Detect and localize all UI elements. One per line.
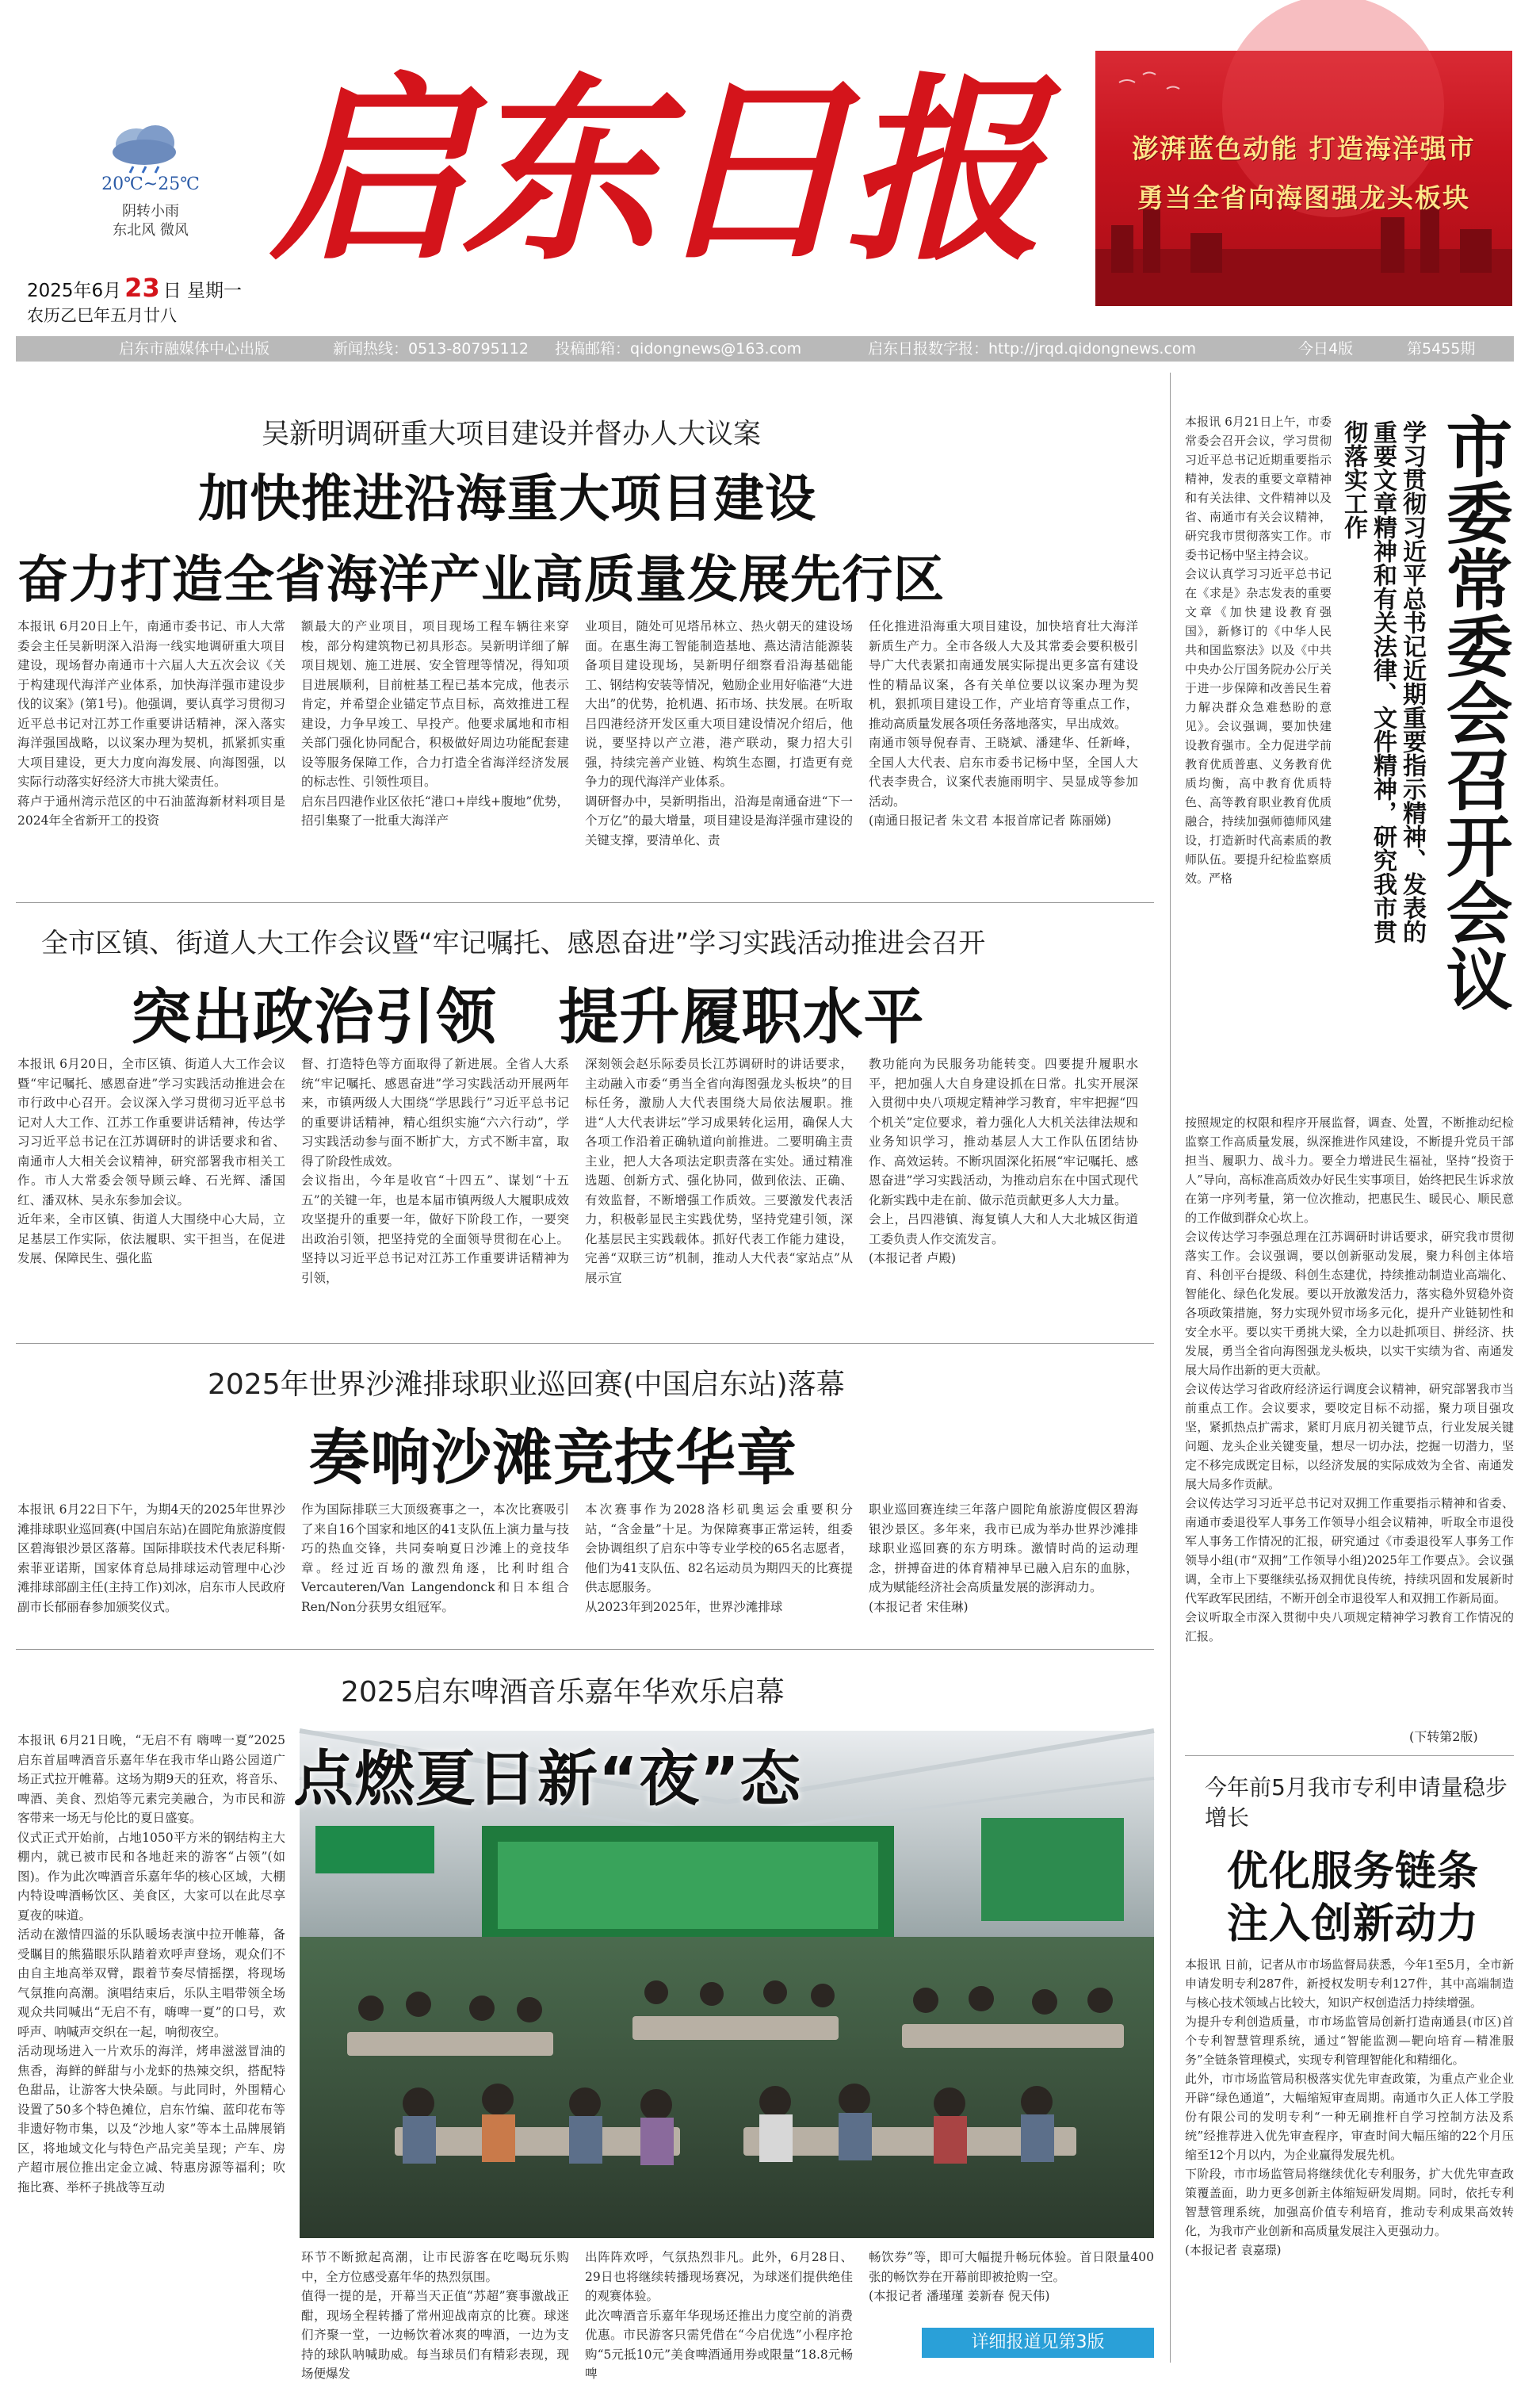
info-bar [16, 336, 1514, 362]
submission-email: 投稿邮箱：qidongnews@163.com [555, 340, 802, 358]
issue-number: 第5455期 [1407, 340, 1476, 358]
continued-note: (下转第2版) [1409, 1729, 1478, 1744]
article-3-col-3: 本次赛事作为2028洛杉矶奥运会重要积分站，“含金量”十足。为保障赛事正常运转，组委会协调组织了启东中等专业学校的65名志愿者，他们为41支队伍、82名运动员为期四天的比赛提供志愿服务。 从2023年到2025年，世界沙滩排球 [585, 1502, 853, 1614]
digital-edition-link[interactable]: 启东日报数字报：http://jrqd.qidongnews.com [868, 340, 1197, 358]
article-3-headline: 奏响沙滩竞技华章 [309, 1422, 797, 1493]
article-4-kicker: 2025启东啤酒音乐嘉年华欢乐启幕 [341, 1676, 785, 1709]
right-article-2-kicker: 今年前5月我市专利申请量稳步增长 [1205, 1774, 1508, 1831]
article-3-col-2: 作为国际排联三大顶级赛事之一，本次比赛吸引了来自16个国家和地区的41支队伍上演力量与技巧的热血交锋，共同奏响夏日沙滩上的竞技华章。经过近百场的激烈角逐，比利时组合Vercauteren/Van Langendonck和日本组合Ren/Non分获男女组冠军。 [301, 1502, 569, 1614]
right-article-subheadline: 学习贯彻习近平总书记近期重要指示精神、发表的重要文章精神和有关法律、文件精神，研究我市贯彻落实工作 [1339, 420, 1426, 943]
slogan-banner [1095, 51, 1512, 306]
article-4-col-3: 出阵阵欢呼，气氛热烈非凡。此外，6月28日、29日也将继续转播现场赛况，为球迷们提供绝佳的观赛体验。 此次啤酒音乐嘉年华现场还推出力度空前的消费优惠。市民游客只需凭借在“今启优选”小程序抢购“5元抵10元”美食啤酒通用券或限量“18.8元畅啤 [585, 2250, 853, 2381]
cloud-rain-icon [103, 119, 190, 174]
article-4-col-2: 环节不断掀起高潮，让市民游客在吃喝玩乐购中，全方位感受嘉年华的热烈氛围。 值得一提的是，开幕当天正值“苏超”赛事激战正酣，现场全程转播了常州迎战南京的比赛。球迷们齐聚一堂，一边畅饮着冰爽的啤酒，一边为支持的球队呐喊助威。每当球员们有精彩表现，现场便爆发 [301, 2250, 569, 2381]
article-3-kicker: 2025年世界沙滩排球职业巡回赛(中国启东站)落幕 [208, 1368, 845, 1401]
article-1-headline-2: 奋力打造全省海洋产业高质量发展先行区 [17, 551, 945, 610]
article-2-col-3: 深刻领会赵乐际委员长江苏调研时的讲话要求，主动融入市委“勇当全省向海图强龙头板块”的目标任务，激励人大代表围绕大局依法履职。推进“人大代表讲坛”学习成果转化运用，确保人大各项工作沿着正确轨道向前推进。二要明确主责主业，把人大各项法定职责落在实处。通过精准选题、创新方式、强化协同，做到依法、正确、有效监督，不断增强工作质效。三要激发代表活力，积极彰显民主实践优势，坚持党建引领，深化基层民主实践载体。抓好代表工作能力建设，完善“双联三访”机制，推动人大代表“家站点”从展示宣 [585, 1057, 853, 1285]
article-1-col-4: 任化推进沿海重大项目建设，加快培育壮大海洋新质生产力。全市各级人大及其常委会要积极引导广大代表紧扣南通发展实际提出更多富有建设性的精品议案，各有关单位要以议案办理为契机，狠抓项目建设工作，产业培育等重点工作，推动高质量发展各项任务落地落实，早出成效。 南通市领导倪春青、王晓斌、潘建华、任新峰，全国人大代表、启东市委书记杨中坚，全国人大代表李贵合，议案代表施雨明宇、吴显成等参加活动。 (南通日报记者 朱文君 本报首席记者 陈丽娣) [869, 619, 1138, 828]
news-hotline: 新闻热线：0513-80795112 [333, 340, 529, 358]
page-count: 今日4版 [1298, 340, 1354, 358]
article-2-col-4: 教功能向为民服务功能转变。四要提升履职水平，把加强人大自身建设抓在日常。扎实开展深入贯彻中央八项规定精神学习教育，牢牢把握“四个机关”定位要求，着力强化人大机关法律法规和业务知识学习，推动基层人大工作队伍团结协作、高效运转。不断巩固深化拓展“牢记嘱托、感恩奋进”学习实践活动，为推动启东在中国式现代化新实践中走在前、做示范贡献更多人大力量。 会上，吕四港镇、海复镇人大和人大北城区街道工委负责人作交流发言。 (本报记者 卢殿) [869, 1057, 1138, 1265]
publisher: 启东市融媒体中心出版 [119, 340, 270, 358]
banner-line-1: 澎湃蓝色动能 打造海洋强市 [1132, 133, 1476, 164]
article-4-col-4: 畅饮券”等，即可大幅提升畅玩体验。首日限量400张的畅饮券在开幕前即被抢购一空。 (本报记者 潘瑾瑾 姜新春 倪天伟) [869, 2250, 1154, 2303]
banner-line-2: 勇当全省向海图强龙头板块 [1137, 182, 1470, 213]
right-article-headline: 市委常委会召开会议 [1435, 412, 1513, 1012]
temperature: 20℃~25℃ [101, 174, 200, 194]
date-month: 2025年6月 [27, 281, 122, 301]
article-1-headline-1: 加快推进沿海重大项目建设 [198, 470, 816, 529]
article-2-headline: 突出政治引领 提升履职水平 [131, 982, 925, 1052]
article-3-col-4: 职业巡回赛连续三年落户圆陀角旅游度假区碧海银沙景区。多年来，我市已成为举办世界沙滩排球职业巡回赛的东方明珠。激情时尚的运动理念，拼搏奋进的体育精神早已融入启东的血脉，成为赋能经济社会高质量发展的澎湃动力。 (本报记者 宋佳琳) [869, 1502, 1138, 1614]
article-4-headline: 点燃夏日新“夜”态 [293, 1743, 801, 1814]
article-2-col-1: 本报讯 6月20日，全市区镇、街道人大工作会议暨“牢记嘱托、感恩奋进”学习实践活动推进会在市行政中心召开。会议深入学习贯彻习近平总书记对人大工作、江苏工作重要讲话精神，传达学习习近平总书记在江苏调研时的讲话要求和省、南通市人大相关会议精神，研究部署我市相关工作。市人大常委会领导顾云峰、石光辉、潘国红、潘双林、吴永东参加会议。 近年来，全市区镇、街道人大围绕中心大局，立足基层工作实际，依法履职、实干担当，在促进发展、保障民生、强化监 [17, 1057, 285, 1265]
weather-text: 阴转小雨 [122, 203, 179, 220]
newspaper-logo: 启东日报 [269, 54, 1037, 287]
article-4-col-1: 本报讯 6月21日晚，“无启不有 嗨啤一夏”2025启东首届啤酒音乐嘉年华在我市华山路公园道广场正式拉开帷幕。这场为期9天的狂欢，将音乐、啤酒、美食、烈焰等元素完美融合，为市民和游客带来一场无与伦比的夏日盛宴。 仪式正式开始前，占地1050平方米的钢结构主大棚内，就已被市民和各地赶来的游客“占领”(如图)。作为此次啤酒音乐嘉年华的核心区域，大棚内特设啤酒畅饮区、美食区，大家可以在此尽享夏夜的味道。 活动在激情四溢的乐队暖场表演中拉开帷幕，备受瞩目的熊猫眼乐队踏着欢呼声登场，观众们不由自主地高举双臂，跟着节奏尽情摇摆，将现场气氛推向高潮。演唱结束后，乐队主唱带领全场观众共同喊出“无启不有，嗨啤一夏”的口号，欢呼声、呐喊声交织在一起，响彻夜空。 活动现场进入一片欢乐的海洋，烤串滋滋冒油的焦香，海鲜的鲜甜与小龙虾的热辣交织，搭配特色甜品，让游客大快朵颐。与此同时，外围精心设置了50多个特色摊位，启东竹编、蓝印花布等非遗好物市集，以及“沙地人家”等本土品牌展销区，将地域文化与特色产品完美呈现；产车、房产超市展位推出定金立减、特惠房源等福利；吹拖比赛、举杯子挑战等互动 [17, 1733, 285, 2195]
lunar-date: 农历乙巳年五月廿八 [27, 306, 177, 325]
article-2-kicker: 全市区镇、街道人大工作会议暨“牢记嘱托、感恩奋进”学习实践活动推进会召开 [41, 928, 986, 959]
right-article-2-headline-1: 优化服务链条 [1227, 1848, 1480, 1896]
article-2-col-2: 督、打造特色等方面取得了新进展。全省人大系统“牢记嘱托、感恩奋进”学习实践活动开展两年来，市镇两级人大围绕“学思践行”习近平总书记的重要讲话精神，精心组织实施“六六行动”，学习实践活动参与面不断扩大，方式不断丰富，取得了阶段性成效。 会议指出，今年是收官“十四五”、谋划“十五五”的关键一年，也是本届市镇两级人大履职成效攻坚提升的重要一年，做好下阶段工作，一要突出政治引领，把坚持党的全面领导贯彻在心上。坚持以习近平总书记对江苏工作重要讲话精神为引领， [301, 1057, 569, 1285]
right-article-lead: 本报讯 6月21日上午，市委常委会召开会议，学习贯彻习近平总书记近期重要指示精神，发表的重要文章精神和有关法律、文件精神以及省、南通市有关会议精神，研究我市贯彻落实工作。市委书记杨中坚主持会议。 会议认真学习习近平总书记在《求是》杂志发表的重要文章《加快建设教育强国》，新修订的《中华人民共和国监察法》以及《中共中央办公厅国务院办公厅关于进一步保障和改善民生着力解决群众急难愁盼的意见》。会议强调，要加快建设教育强市。全力促进学前教育优质普惠、义务教育优质均衡，高中教育优质特色、高等教育职业教育优质融合，持续加强师德师风建设，打造新时代高素质的教师队伍。要提升纪检监察质效。严格 [1185, 415, 1332, 886]
date-weekday: 日 星期一 [162, 281, 243, 301]
right-article-2-body: 本报讯 日前，记者从市市场监督局获悉，今年1至5月，全市新申请发明专利287件，新授权发明专利127件，其中高端制造与核心技术领域占比较大，知识产权创造活力持续增强。 为提升专利创造质量，市市场监管局创新打造南通县(市区)首个专利智慧管理系统，通过“智能监测—靶向培育—精准服务”全链条管理模式，实现专利管理智能化和精细化。 此外，市市场监管局积极落实优先审查政策，为重点产业企业开辟“绿色通道”，大幅缩短审查周期。南通市久正人体工学股份有限公司的发明专利“一种无刷推杆自学习控制方法及系统”经推荐进入优先审查程序，审查时间大幅压缩的22个月压缩至12个月以内，为企业赢得发展先机。 下阶段，市市场监管局将继续优化专利服务，扩大优先审查政策覆盖面，助力更多创新主体缩短研发周期。同时，依托专利智慧管理系统，加强高价值专利培育，推动专利成果高效转化，为我市产业创新和高质量发展注入更强动力。 (本报记者 袁嘉璟) [1185, 1957, 1514, 2257]
issue-date [27, 273, 242, 303]
date-day: 23 [124, 273, 160, 303]
article-3-col-1: 本报讯 6月22日下午，为期4天的2025年世界沙滩排球职业巡回赛(中国启东站)在圆陀角旅游度假区碧海银沙景区落幕。国际排联技术代表尼科斯·索菲亚诺斯，国家体育总局排球运动管理中心沙滩排球部副主任(主持工作)刘冰，启东市人民政府副市长郁丽春参加颁奖仪式。 [17, 1502, 285, 1614]
article-1-col-2: 额最大的产业项目，项目现场工程车辆往来穿梭，部分构建筑物已初具形态。吴新明详细了解项目规划、施工进展、安全管理等情况，得知项目进展顺利，目前桩基工程已基本完成，他表示肯定，并希望企业锚定节点目标，高效推进工程建设，力争早竣工、早投产。他要求属地和市相关部门强化协同配合，积极做好周边功能配套建设等服务保障工作，合力打造全省海洋经济发展的标志性、引领性项目。 启东吕四港作业区依托“港口+岸线+腹地”优势，招引集聚了一批重大海洋产 [301, 619, 569, 828]
article-1-kicker: 吴新明调研重大项目建设并督办人大议案 [262, 419, 762, 450]
right-article-2-headline-2: 注入创新动力 [1227, 1900, 1480, 1948]
wind-text: 东北风 微风 [113, 222, 189, 239]
article-1-col-1: 本报讯 6月20日上午，南通市委书记、市人大常委会主任吴新明深入沿海一线实地调研重大项目建设，现场督办南通市十六届人大五次会议《关于构建现代海洋产业体系，加快海洋强市建设步伐的议案》(第1号)。他强调，要认真学习贯彻习近平总书记对江苏工作重要讲话精神，深入落实海洋强国战略，以议案办理为契机，抓紧抓实重大项目建设，更大力度向海发展、向海图强，以实际行动落实好经济大市挑大梁责任。 蒋卢于通州湾示范区的中石油蓝海新材料项目是2024年全省新开工的投资 [17, 619, 285, 828]
article-1-col-3: 业项目，随处可见塔吊林立、热火朝天的建设场面。在惠生海工智能制造基地、燕达清洁能源装备项目建设现场，吴新明仔细察看沿海基础能工、钢结构安装等情况，勉励企业用好临港“大进大出”的优势，抢机遇、拓市场、扶发展。在听取吕四港经济开发区重大项目建设情况介绍后，他说，要坚持以产立港，港产联动，聚力招大引强，持续完善产业链、构筑生态圈，打造更有竞争力的现代海洋产业体系。 调研督办中，吴新明指出，沿海是南通奋进“下一个万亿”的最大增量，项目建设是海洋强市建设的关键支撑，要清单化、责 [585, 619, 853, 848]
see-page-3-link[interactable]: 详细报道见第3版 [922, 2328, 1154, 2358]
right-article-body: 按照规定的权限和程序开展监督，调查、处置，不断推动纪检监察工作高质量发展，纵深推进作风建设，不断提升党员干部担当、履职力、战斗力。要全力增进民生福祉，坚持“投资于人”导向，高标准高质效办好民生实事项目，始终把民生诉求放在第一序列考量，第一位次推动，把惠民生、暖民心、顺民意的工作做到群众心坎上。 会议传达学习李强总理在江苏调研时讲话要求，研究我市贯彻落实工作。会议强调，要以创新驱动发展，聚力科创主体培育、科创平台提级、科创生态建优，持续推动制造业高端化、智能化、绿色化发展。要以开放激发活力，落实稳外贸稳外资各项政策措施，努力实现外贸市场多元化，提升产业链韧性和安全水平。要以实干勇挑大梁，全力以赴抓项目、拼经济、扶发展，勇当全省向海图强龙头板块，以实干实绩为省、南通发展大局作出新的更大贡献。 会议传达学习省政府经济运行调度会议精神，研究部署我市当前重点工作。会议要求，要咬定目标不动摇，聚力项目强攻坚，紧抓热点扩需求，紧盯月底月初关键节点，行业发展关键问题、龙头企业关键变量，想尽一切办法，挖掘一切潜力，坚定不移完成既定目标，以经济发展的实际成效为全省、南通发展大局多作贡献。 会议传达学习习近平总书记对双拥工作重要指示精神和省委、南通市委退役军人事务工作领导小组会议精神，听取全市退役军人事务工作情况的汇报，研究通过《市委退役军人事务工作领导小组(市“双拥”工作领导小组)2025年工作要点》。会议强调，全市上下要继续弘扬双拥优良传统，持续巩固和发展新时代军政军民团结，不断开创全市退役军人和双拥工作新局面。 会议听取全市深入贯彻中央八项规定精神学习教育工作情况的汇报。 [1185, 1115, 1514, 1644]
